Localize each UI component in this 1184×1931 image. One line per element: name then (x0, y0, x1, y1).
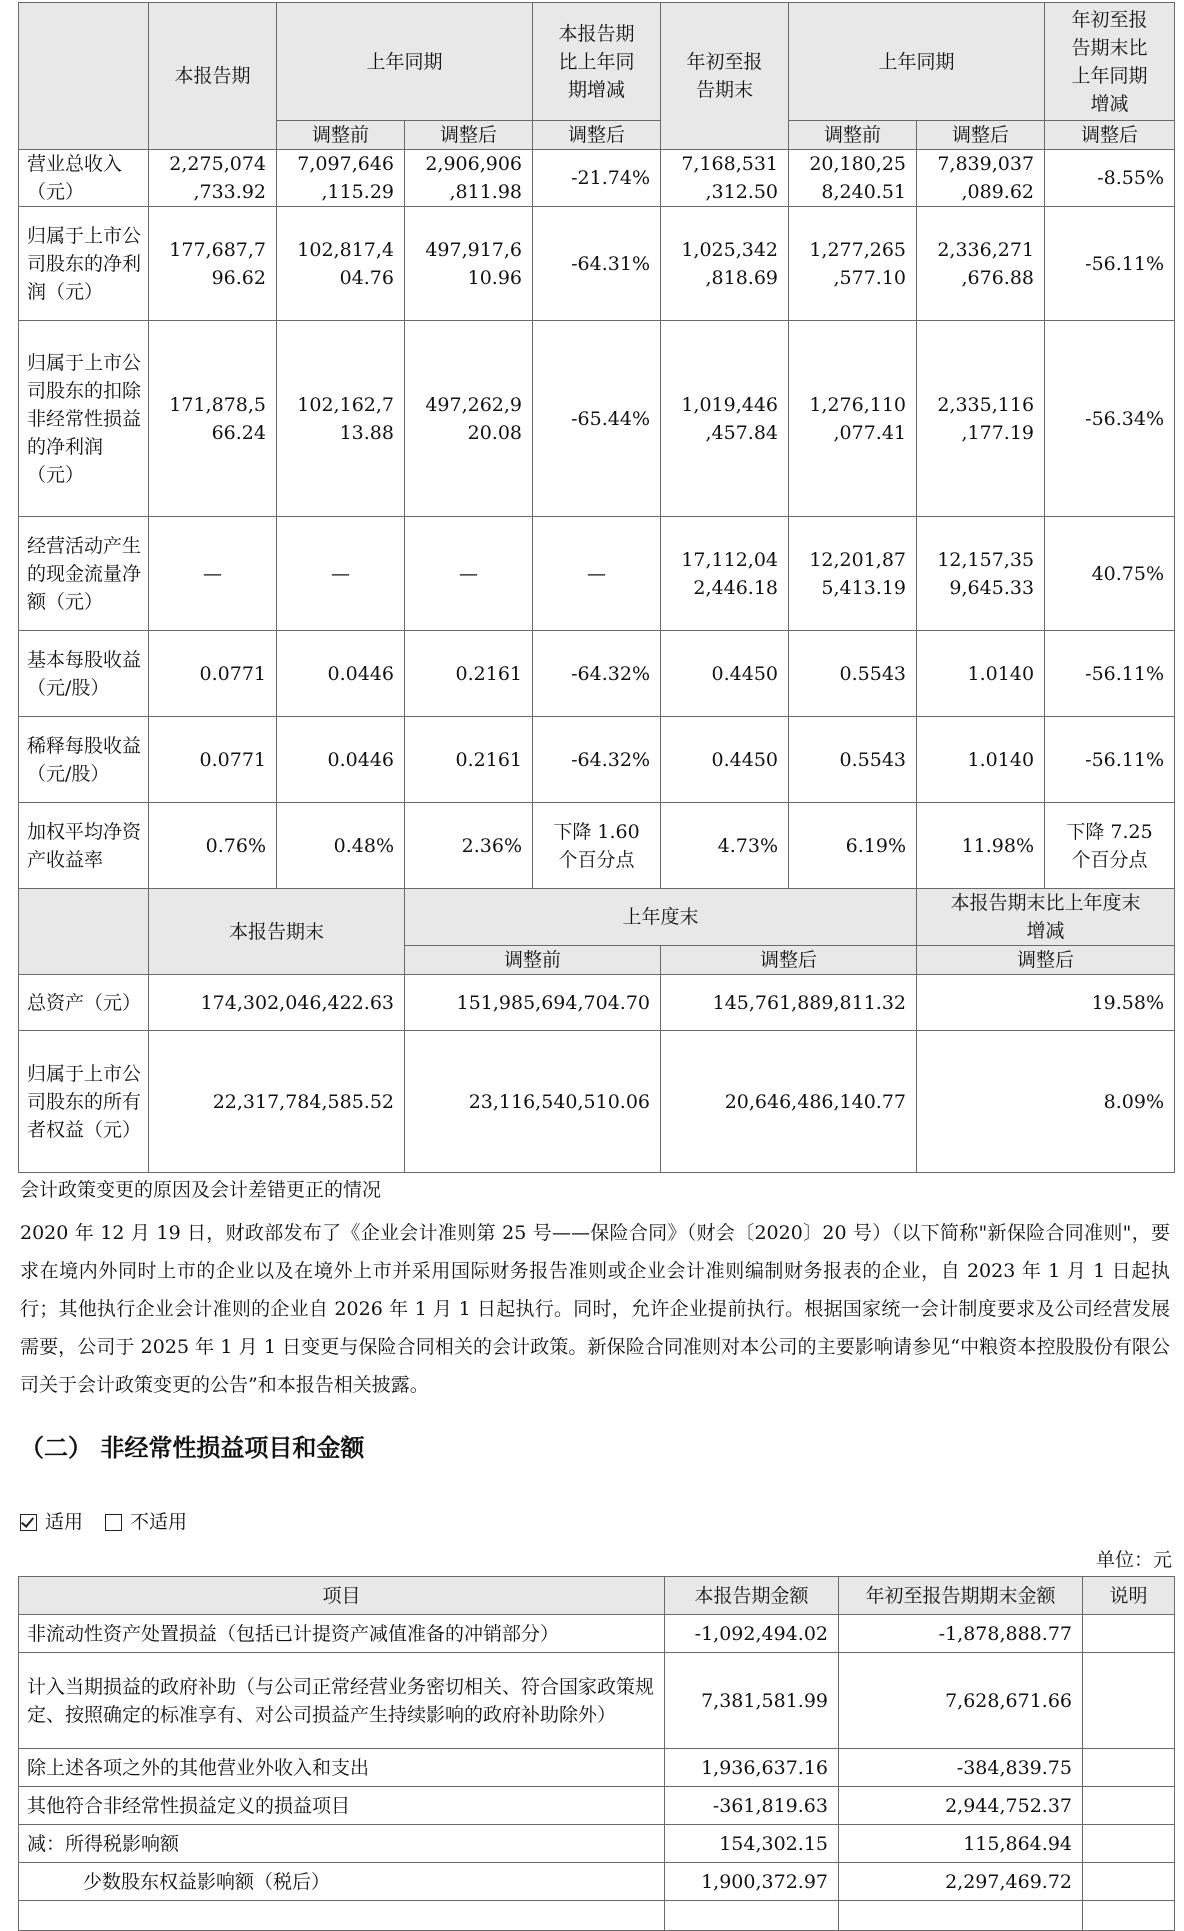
cell-prior-before: 7,097,646 ,115.29 (277, 150, 405, 207)
subheader-ytd-change-after: 调整后 (1045, 121, 1175, 150)
cell-current: -361,819.63 (665, 1787, 839, 1825)
policy-body: 2020 年 12 月 19 日，财政部发布了《企业会计准则第 25 号——保险合同》（财会〔2020〕20 号）（以下简称"新保险合同准则"，要求在境内外同时上市的企业以及在境外上市并采用国际财务报告准则或企业会计准则编制财务报表的企业，自 2023 年 1 月 1 日起执行；其他执行企业会计准则的企业自 2026 年 1 月 1 日起执行。同时，允许企业提前执行。根据国家统一会计制度要求及公司经营发展需要，公司于 2025 年 1 月 1 日变更与保险合同相关的会计政策。新保险合同准则对本公司的主要影响请参见“中粮资本控股股份有限公司关于会计政策变更的公告”和本报告相关披露。 (20, 1222, 1170, 1396)
cell-ytd: 7,168,531 ,312.50 (661, 150, 789, 207)
cell-ytd: 17,112,04 2,446.18 (661, 517, 789, 631)
cell-prior-after: — (405, 517, 533, 631)
cell-prior-before: 0.48% (277, 803, 405, 889)
cell-prior-after: 0.2161 (405, 717, 533, 803)
header-row (19, 3, 1175, 121)
cell-current: 177,687,7 96.62 (149, 207, 277, 321)
row-label: 其他符合非经常性损益定义的损益项目 (19, 1787, 665, 1825)
cell-period-end: 22,317,784,585.52 (149, 1031, 405, 1173)
table-row (19, 631, 1175, 717)
table-row (19, 517, 1175, 631)
header-ytd: 年初至报 告期末 (661, 3, 789, 150)
table-row (19, 207, 1175, 321)
header-ytd-change: 年初至报 告期末比 上年同期 增减 (1045, 3, 1175, 121)
cell-ytd-prior-before: 1,277,265 ,577.10 (789, 207, 917, 321)
cell-ytd-prior-after: 2,335,116 ,177.19 (917, 321, 1045, 517)
row-label: 总资产（元） (19, 975, 149, 1031)
cell-ytd-change: -8.55% (1045, 150, 1175, 207)
cell-after: 20,646,486,140.77 (661, 1031, 917, 1173)
header-row (19, 1577, 1175, 1615)
cell-change: 19.58% (917, 975, 1175, 1031)
cell-change: -64.32% (533, 717, 661, 803)
cell-note (1083, 1901, 1175, 1931)
non-recurring-items-table (18, 1576, 1175, 1931)
table-row (19, 150, 1175, 207)
cell-note (1083, 1863, 1175, 1901)
cell-ytd-prior-after: 1.0140 (917, 717, 1045, 803)
subheader-change-after: 调整后 (533, 121, 661, 150)
subheader-ytd-before: 调整前 (789, 121, 917, 150)
cell-ytd-prior-before: 20,180,25 8,240.51 (789, 150, 917, 207)
header-balance-change: 本报告期末比上年度末 增减 (917, 889, 1175, 946)
header-ytd: 年初至报告期期末金额 (839, 1577, 1083, 1615)
cell-ytd-prior-before: 0.5543 (789, 717, 917, 803)
table-row (19, 1787, 1175, 1825)
policy-heading: 会计政策变更的原因及会计差错更正的情况 (20, 1179, 382, 1201)
not-applicable-checkbox[interactable] (105, 1514, 122, 1531)
header-note: 说明 (1083, 1577, 1175, 1615)
header-period-end: 本报告期末 (149, 889, 405, 975)
table-row (19, 975, 1175, 1031)
applicability-options (20, 1508, 187, 1536)
header-item: 项目 (19, 1577, 665, 1615)
cell-note (1083, 1825, 1175, 1863)
cell-ytd-change: 下降 7.25 个百分点 (1045, 803, 1175, 889)
table-row (19, 1615, 1175, 1653)
cell-current: 1,936,637.16 (665, 1749, 839, 1787)
cell-change: -65.44% (533, 321, 661, 517)
cell-ytd-prior-after: 2,336,271 ,676.88 (917, 207, 1045, 321)
cell-ytd-change: -56.34% (1045, 321, 1175, 517)
cell-ytd-prior-after: 1.0140 (917, 631, 1045, 717)
cell-current: 1,900,372.97 (665, 1863, 839, 1901)
row-label: 营业总收入（元） (19, 150, 149, 207)
cell-prior-after: 2,906,906 ,811.98 (405, 150, 533, 207)
cell-before: 151,985,694,704.70 (405, 975, 661, 1031)
cell-ytd: 115,864.94 (839, 1825, 1083, 1863)
corner-cell (19, 889, 149, 975)
header-prior-ytd: 上年同期 (789, 3, 1045, 121)
cell-ytd: 2,944,752.37 (839, 1787, 1083, 1825)
unit-label: 单位：元 (1095, 1549, 1172, 1571)
cell-current: 171,878,5 66.24 (149, 321, 277, 517)
table-row (19, 1901, 1175, 1931)
cell-prior-after: 2.36% (405, 803, 533, 889)
cell-note (1083, 1615, 1175, 1653)
header-yoy-change: 本报告期 比上年同 期增减 (533, 3, 661, 121)
row-label: 稀释每股收益（元/股） (19, 717, 149, 803)
cell-ytd-change: -56.11% (1045, 717, 1175, 803)
cell-change: — (533, 517, 661, 631)
cell-ytd: 4.73% (661, 803, 789, 889)
cell-ytd: 2,297,469.72 (839, 1863, 1083, 1901)
cell-ytd: 1,019,446 ,457.84 (661, 321, 789, 517)
subheader-after: 调整后 (661, 946, 917, 975)
cell-after: 145,761,889,811.32 (661, 975, 917, 1031)
cell-prior-after: 497,262,9 20.08 (405, 321, 533, 517)
row-label: 减：所得税影响额 (19, 1825, 665, 1863)
balance-header-row (19, 889, 1175, 946)
cell-ytd-prior-after: 7,839,037 ,089.62 (917, 150, 1045, 207)
cell-ytd-change: -56.11% (1045, 207, 1175, 321)
row-label: 归属于上市公司股东的扣除非经常性损益的净利润（元） (19, 321, 149, 517)
cell-prior-before: — (277, 517, 405, 631)
table-row (19, 1653, 1175, 1749)
row-label: 加权平均净资产收益率 (19, 803, 149, 889)
cell-ytd-prior-before: 12,201,87 5,413.19 (789, 517, 917, 631)
cell-note (1083, 1749, 1175, 1787)
header-prior-year-end: 上年度末 (405, 889, 917, 946)
cell-before: 23,116,540,510.06 (405, 1031, 661, 1173)
row-label: 归属于上市公司股东的所有者权益（元） (19, 1031, 149, 1173)
cell-ytd-prior-before: 6.19% (789, 803, 917, 889)
cell-ytd-prior-after: 11.98% (917, 803, 1045, 889)
cell-current: 0.76% (149, 803, 277, 889)
cell-change: -21.74% (533, 150, 661, 207)
row-label (19, 1901, 665, 1931)
cell-change: 下降 1.60 个百分点 (533, 803, 661, 889)
cell-current: 7,381,581.99 (665, 1653, 839, 1749)
cell-period-end: 174,302,046,422.63 (149, 975, 405, 1031)
cell-note (1083, 1787, 1175, 1825)
cell-current: 0.0771 (149, 631, 277, 717)
table-row (19, 321, 1175, 517)
cell-note (1083, 1653, 1175, 1749)
table-row (19, 1863, 1175, 1901)
cell-current: 2,275,074 ,733.92 (149, 150, 277, 207)
table-row (19, 1825, 1175, 1863)
cell-ytd-change: 40.75% (1045, 517, 1175, 631)
cell-prior-before: 102,162,7 13.88 (277, 321, 405, 517)
subheader-ytd-after: 调整后 (917, 121, 1045, 150)
cell-prior-after: 497,917,6 10.96 (405, 207, 533, 321)
not-applicable-label: 不适用 (130, 1511, 188, 1533)
cell-current: — (149, 517, 277, 631)
header-prior-period: 上年同期 (277, 3, 533, 121)
cell-ytd: 1,025,342 ,818.69 (661, 207, 789, 321)
section-title: （二） 非经常性损益项目和金额 (20, 1434, 365, 1462)
table-row (19, 803, 1175, 889)
cell-current: 0.0771 (149, 717, 277, 803)
row-label: 除上述各项之外的其他营业外收入和支出 (19, 1749, 665, 1787)
cell-change: -64.32% (533, 631, 661, 717)
cell-change: 8.09% (917, 1031, 1175, 1173)
key-indicators-table (18, 2, 1175, 1173)
cell-current: -1,092,494.02 (665, 1615, 839, 1653)
cell-ytd: -1,878,888.77 (839, 1615, 1083, 1653)
row-label: 基本每股收益（元/股） (19, 631, 149, 717)
row-label: 经营活动产生的现金流量净额（元） (19, 517, 149, 631)
row-label: 归属于上市公司股东的净利润（元） (19, 207, 149, 321)
cell-ytd: 0.4450 (661, 717, 789, 803)
cell-current (665, 1901, 839, 1931)
cell-prior-before: 0.0446 (277, 717, 405, 803)
table-row (19, 1749, 1175, 1787)
subheader-after: 调整后 (405, 121, 533, 150)
applicable-label: 适用 (45, 1511, 84, 1533)
cell-ytd-prior-after: 12,157,35 9,645.33 (917, 517, 1045, 631)
cell-ytd: 0.4450 (661, 631, 789, 717)
cell-prior-before: 102,817,4 04.76 (277, 207, 405, 321)
cell-ytd-prior-before: 1,276,110 ,077.41 (789, 321, 917, 517)
header-current: 本报告期金额 (665, 1577, 839, 1615)
cell-prior-before: 0.0446 (277, 631, 405, 717)
row-label: 计入当期损益的政府补助（与公司正常经营业务密切相关、符合国家政策规定、按照确定的标准享有、对公司损益产生持续影响的政府补助除外） (19, 1653, 665, 1749)
cell-ytd-prior-before: 0.5543 (789, 631, 917, 717)
cell-ytd-change: -56.11% (1045, 631, 1175, 717)
cell-change: -64.31% (533, 207, 661, 321)
row-label: 少数股东权益影响额（税后） (19, 1863, 665, 1901)
cell-ytd: -384,839.75 (839, 1749, 1083, 1787)
subheader-before: 调整前 (405, 946, 661, 975)
cell-prior-after: 0.2161 (405, 631, 533, 717)
table-row (19, 717, 1175, 803)
subheader-change-after: 调整后 (917, 946, 1175, 975)
cell-ytd (839, 1901, 1083, 1931)
table-row (19, 1031, 1175, 1173)
applicable-checkbox[interactable] (20, 1514, 37, 1531)
header-current-period: 本报告期 (149, 3, 277, 150)
row-label: 非流动性资产处置损益（包括已计提资产减值准备的冲销部分） (19, 1615, 665, 1653)
subheader-before: 调整前 (277, 121, 405, 150)
corner-cell (19, 3, 149, 150)
cell-ytd: 7,628,671.66 (839, 1653, 1083, 1749)
cell-current: 154,302.15 (665, 1825, 839, 1863)
